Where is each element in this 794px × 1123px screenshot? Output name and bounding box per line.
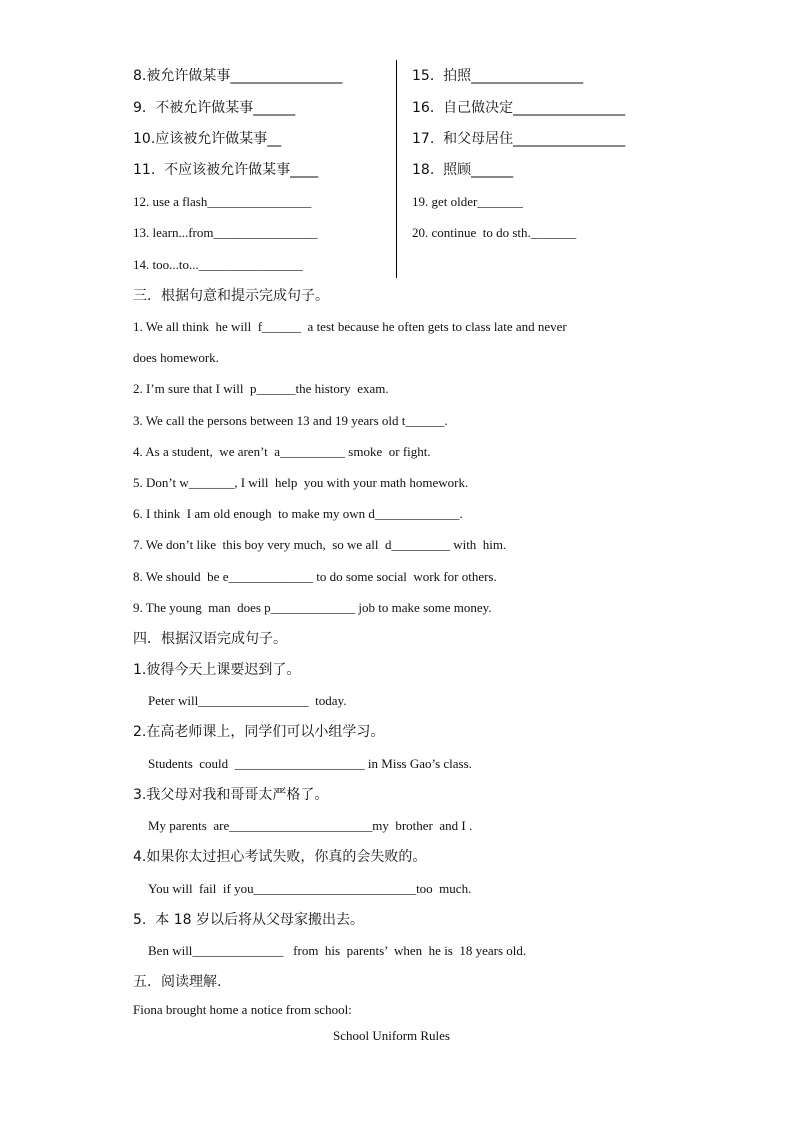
section4-item-5-en: Ben will______________ from his parents’ when he is 18 years old.	[148, 943, 527, 958]
section4-item-3-cn: 3.我父母对我和哥哥太严格了。	[133, 787, 329, 803]
section4-item-3-en: My parents are______________________my brother and I .	[148, 818, 473, 833]
vocab-item-14: 14. too...to...________________	[133, 257, 303, 272]
vocab-item-15: 15. 拍照________________	[412, 68, 584, 84]
section3-item-4: 4. As a student, we aren’t a__________ smoke or fight.	[133, 444, 431, 459]
section3-item-2: 2. I’m sure that I will p______the history exam.	[133, 381, 389, 396]
section4-item-2-en: Students could ____________________ in Miss Gao’s class.	[148, 756, 472, 771]
column-divider	[396, 60, 397, 278]
section3-item-5: 5. Don’t w_______, I will help you with your math homework.	[133, 475, 469, 490]
section5-intro: Fiona brought home a notice from school:	[133, 1002, 352, 1017]
section4-item-1-cn: 1.彼得今天上课要迟到了。	[133, 662, 301, 678]
section4-item-4-cn: 4.如果你太过担心考试失败，你真的会失败的。	[133, 849, 427, 865]
section3-item-3: 3. We call the persons between 13 and 19 years old t______.	[133, 413, 448, 428]
section3-heading: 三．根据句意和提示完成句子。	[133, 288, 329, 304]
vocab-item-17: 17. 和父母居住________________	[412, 131, 626, 147]
vocab-item-16: 16. 自己做决定________________	[412, 100, 626, 116]
section4-item-2-cn: 2.在高老师课上，同学们可以小组学习。	[133, 724, 385, 740]
vocab-item-8: 8.被允许做某事________________	[133, 68, 343, 84]
vocab-item-9: 9. 不被允许做某事______	[133, 100, 296, 116]
section3-item-7: 7. We don’t like this boy very much, so we all d_________ with him.	[133, 537, 507, 552]
vocab-item-20: 20. continue to do sth._______	[412, 225, 577, 240]
section4-heading: 四．根据汉语完成句子。	[133, 631, 287, 647]
vocab-item-12: 12. use a flash________________	[133, 194, 312, 209]
vocab-item-18: 18. 照顾______	[412, 162, 514, 178]
vocab-item-13: 13. learn...from________________	[133, 225, 318, 240]
section4-item-5-cn: 5. 本 18 岁以后将从父母家搬出去。	[133, 912, 364, 928]
vocab-item-10: 10.应该被允许做某事__	[133, 131, 282, 147]
vocab-item-19: 19. get older_______	[412, 194, 523, 209]
section4-item-1-en: Peter will_________________ today.	[148, 693, 347, 708]
section3-item-1-cont: does homework.	[133, 350, 219, 365]
notice-title: School Uniform Rules	[333, 1028, 450, 1043]
section3-item-6: 6. I think I am old enough to make my own d_____________.	[133, 506, 463, 521]
section4-item-4-en: You will fail if you_________________________too much.	[148, 881, 472, 896]
vocab-item-11: 11. 不应该被允许做某事____	[133, 162, 319, 178]
section3-item-9: 9. The young man does p_____________ job to make some money.	[133, 600, 492, 615]
section3-item-1: 1. We all think he will f______ a test because he often gets to class late and never	[133, 319, 567, 334]
section5-heading: 五．阅读理解.	[133, 974, 222, 990]
section3-item-8: 8. We should be e_____________ to do some social work for others.	[133, 569, 497, 584]
